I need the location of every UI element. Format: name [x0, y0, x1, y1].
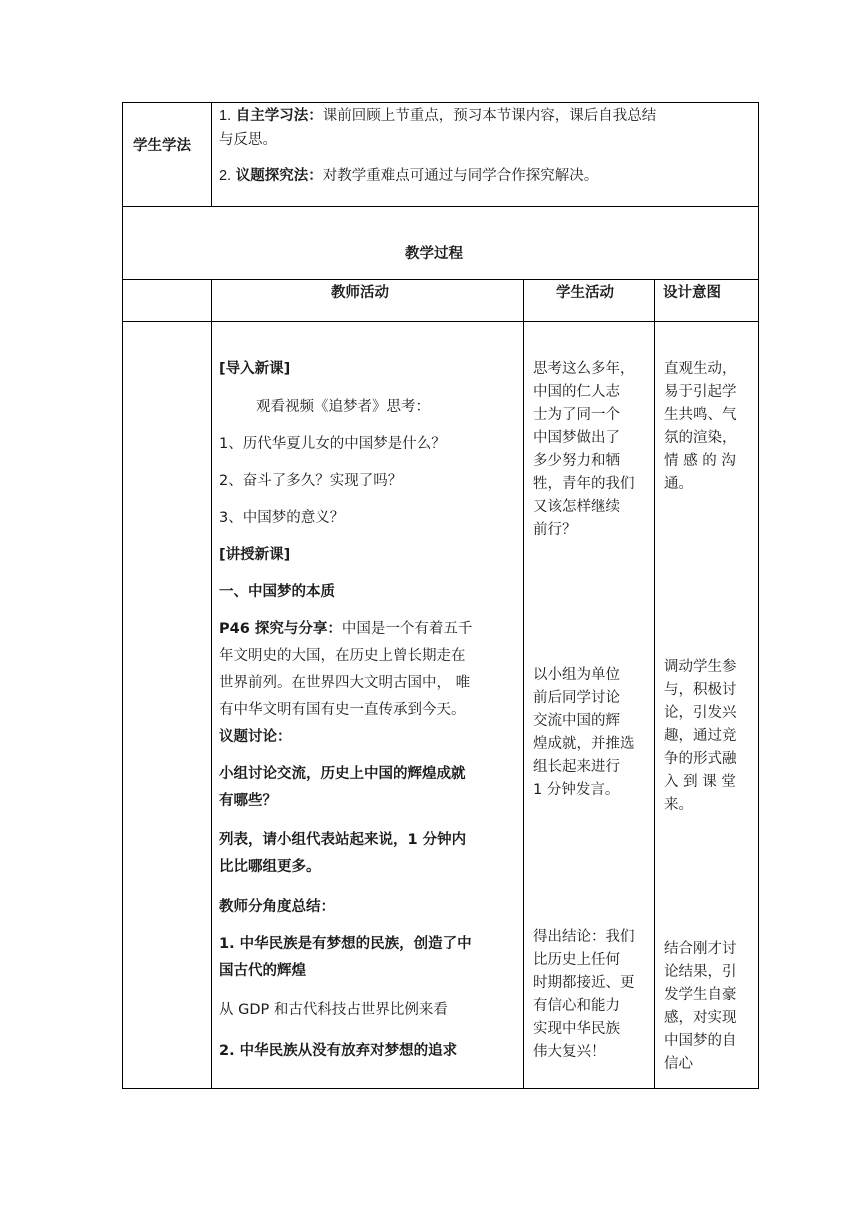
p46-line-2: 年文明史的大国，在历史上曾长期走在	[219, 648, 466, 664]
study-method-item-2-number: 2.	[219, 168, 232, 184]
student-block-2-line: 前后同学讨论	[533, 690, 620, 706]
study-method-item-2	[219, 166, 598, 186]
student-block-2-line: 煌成就，并推选	[533, 736, 635, 752]
p46-line-4: 有中华文明有国有史一直传承到今天。	[219, 702, 466, 718]
student-block-2-line: 以小组为单位	[533, 667, 620, 683]
table-border-right	[758, 102, 759, 1089]
list-task-line-2: 比比哪组更多。	[219, 859, 321, 875]
discussion-line-1: 小组讨论交流，历史上中国的辉煌成就	[219, 766, 466, 782]
table-rule-header-bottom	[122, 321, 759, 322]
table-rule-title-bottom	[122, 279, 759, 280]
design-intent-block-2	[664, 656, 754, 817]
intent-block-2-line: 论，引发兴	[664, 705, 737, 721]
student-block-1-line: 中国梦做出了	[533, 430, 620, 446]
header-student-activity: 学生活动	[556, 285, 614, 301]
p46-label: P46 探究与分享：	[219, 621, 342, 637]
discussion-label: 议题讨论：	[219, 729, 292, 745]
intent-block-3-line: 中国梦的自	[664, 1033, 737, 1049]
table-border-top	[122, 102, 759, 103]
student-block-3-line: 比历史上任何	[533, 952, 620, 968]
header-teacher-activity: 教师活动	[331, 285, 389, 301]
student-block-1-line: 前行？	[533, 522, 577, 538]
intent-block-3-line: 感，对实现	[664, 1010, 737, 1026]
intent-block-1-line: 直观生动，	[664, 361, 737, 377]
student-activity-block-1	[533, 358, 649, 542]
watch-video-prompt: 观看视频《追梦者》思考：	[256, 399, 430, 415]
student-block-3-line: 伟大复兴！	[533, 1044, 606, 1060]
design-intent-block-1	[664, 358, 754, 496]
student-block-3-line: 时期都接近、更	[533, 975, 635, 991]
intent-block-2-line: 争的形式融	[664, 751, 737, 767]
section-1-heading: 一、中国梦的本质	[219, 584, 335, 600]
study-method-item-1-line-1	[219, 106, 656, 126]
student-block-3-line: 有信心和能力	[533, 998, 620, 1014]
intent-block-1-line: 易于引起学	[664, 384, 737, 400]
gdp-note: 从 GDP 和古代科技占世界比例来看	[219, 1002, 448, 1018]
teacher-summary-label: 教师分角度总结：	[219, 899, 335, 915]
intent-block-3-line: 结合刚才讨	[664, 941, 737, 957]
study-methods-label: 学生学法	[133, 138, 191, 154]
study-method-item-2-title: 议题探究法：	[235, 168, 323, 184]
p46-line-3: 世界前列。在世界四大文明古国中， 唯	[219, 675, 471, 691]
table-col-label-rule-top	[211, 102, 212, 206]
table-border-bottom	[122, 1088, 759, 1089]
student-activity-block-2	[533, 664, 649, 802]
study-method-item-1-line-2: 与反思。	[219, 132, 277, 148]
table-col-label-rule-bottom	[211, 279, 212, 1089]
intent-block-2-line: 入 到 课 堂	[664, 774, 736, 790]
design-intent-block-3	[664, 938, 754, 1076]
student-block-1-line: 牲，青年的我们	[533, 476, 635, 492]
table-rule-methods-bottom	[122, 206, 759, 207]
question-2: 2、奋斗了多久？实现了吗？	[219, 473, 403, 489]
point-2: 2. 中华民族从没有放弃对梦想的追求	[219, 1043, 458, 1059]
student-block-1-line: 多少努力和牺	[533, 453, 620, 469]
study-method-item-1-text: 课前回顾上节重点，预习本节课内容，课后自我总结	[322, 108, 657, 124]
intent-block-2-line: 来。	[664, 797, 693, 813]
student-block-1-line: 又该怎样继续	[533, 499, 620, 515]
intro-heading: [导入新课]	[219, 361, 291, 377]
list-task-line-1: 列表，请小组代表站起来说，1 分钟内	[219, 832, 467, 848]
intent-block-2-line: 与，积极讨	[664, 682, 737, 698]
question-1: 1、历代华夏儿女的中国梦是什么？	[219, 436, 446, 452]
intent-block-3-line: 信心	[664, 1056, 693, 1072]
point-1-line-2: 国古代的辉煌	[219, 963, 306, 979]
student-block-2-line: 1 分钟发言。	[533, 782, 620, 798]
student-block-2-line: 组长起来进行	[533, 759, 620, 775]
study-method-item-1-number: 1.	[219, 108, 232, 124]
study-method-item-2-text: 对教学重难点可通过与同学合作探究解决。	[322, 168, 599, 184]
table-col-intent-rule	[654, 279, 655, 1089]
teaching-process-title: 教学过程	[405, 246, 463, 262]
student-block-3-line: 实现中华民族	[533, 1021, 620, 1037]
intent-block-3-line: 论结果，引	[664, 964, 737, 980]
point-1-line-1: 1. 中华民族是有梦想的民族，创造了中	[219, 936, 472, 952]
intent-block-1-line: 情 感 的 沟	[664, 453, 736, 469]
student-block-2-line: 交流中国的辉	[533, 713, 620, 729]
intent-block-1-line: 通。	[664, 476, 693, 492]
study-method-item-1-title: 自主学习法：	[235, 108, 323, 124]
student-block-1-line: 士为了同一个	[533, 407, 620, 423]
intent-block-1-line: 生共鸣、气	[664, 407, 737, 423]
p46-line-1	[219, 619, 472, 639]
intent-block-3-line: 发学生自豪	[664, 987, 737, 1003]
intent-block-1-line: 氛的渲染，	[664, 430, 737, 446]
intent-block-2-line: 趣，通过竞	[664, 728, 737, 744]
student-block-1-line: 中国的仁人志	[533, 384, 620, 400]
student-activity-block-3	[533, 926, 649, 1064]
discussion-line-2: 有哪些？	[219, 793, 277, 809]
table-border-left	[122, 102, 123, 1089]
intent-block-2-line: 调动学生参	[664, 659, 737, 675]
question-3: 3、中国梦的意义？	[219, 510, 345, 526]
table-col-student-rule	[523, 279, 524, 1089]
lecture-heading: [讲授新课]	[219, 547, 291, 563]
p46-text-a: 中国是一个有着五千	[341, 621, 473, 637]
student-block-1-line: 思考这么多年，	[533, 361, 635, 377]
student-block-3-line: 得出结论：我们	[533, 929, 635, 945]
header-design-intent: 设计意图	[663, 285, 721, 301]
